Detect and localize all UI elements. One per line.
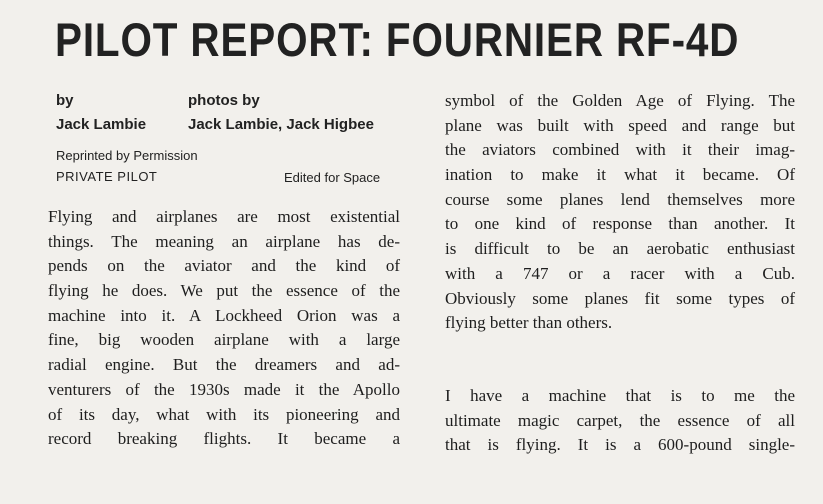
article-title: PILOT REPORT: FOURNIER RF-4D — [55, 13, 740, 66]
left-column — [48, 205, 400, 452]
body-line: the aviators combined with it their imag- — [445, 140, 795, 160]
body-line: pends on the aviator and the kind of — [48, 256, 400, 276]
body-line: Flying and airplanes are most existential — [48, 207, 400, 226]
right-column — [445, 89, 795, 458]
body-line: fine, big wooden airplane with a large — [48, 330, 400, 350]
body-line: radial engine. But the dreamers and ad- — [48, 355, 400, 375]
reprint-permission: Reprinted by Permission — [56, 148, 198, 163]
body-line: symbol of the Golden Age of Flying. The — [445, 91, 795, 110]
body-line: plane was built with speed and range but — [445, 115, 795, 135]
body-line: flying better than others. — [445, 313, 613, 333]
body-line: ination to make it what it became. Of — [445, 165, 795, 185]
body-line: Obviously some planes fit some types of — [445, 288, 795, 308]
body-line: flying he does. We put the essence of the — [48, 281, 400, 301]
body-line: is difficult to be an aerobatic enthusiast — [445, 239, 795, 259]
body-line: record breaking flights. It became a — [48, 429, 400, 449]
reprint-source: PRIVATE PILOT — [56, 169, 158, 184]
body-line: venturers of the 1930s made it the Apollo — [48, 379, 400, 399]
body-line: I have a machine that is to me the — [445, 385, 795, 405]
body-line: ultimate magic carpet, the essence of all — [445, 410, 795, 430]
by-label: by — [56, 92, 74, 109]
body-line: course some planes lend themselves more — [445, 189, 795, 209]
body-line: of its day, what with its pioneering and — [48, 404, 400, 424]
paragraph-gap — [445, 336, 795, 384]
body-line: things. The meaning an airplane has de- — [48, 231, 400, 251]
body-line: to one kind of response than another. It — [445, 214, 795, 234]
body-line: machine into it. A Lockheed Orion was a — [48, 305, 400, 325]
edited-note: Edited for Space — [284, 170, 381, 185]
photos-label: photos by — [188, 92, 260, 109]
body-line: that is flying. It is a 600-pound single- — [445, 435, 795, 455]
photographer-names: Jack Lambie, Jack Higbee — [188, 116, 374, 133]
body-line: with a 747 or a racer with a Cub. — [445, 263, 795, 283]
author-name: Jack Lambie — [56, 116, 147, 133]
